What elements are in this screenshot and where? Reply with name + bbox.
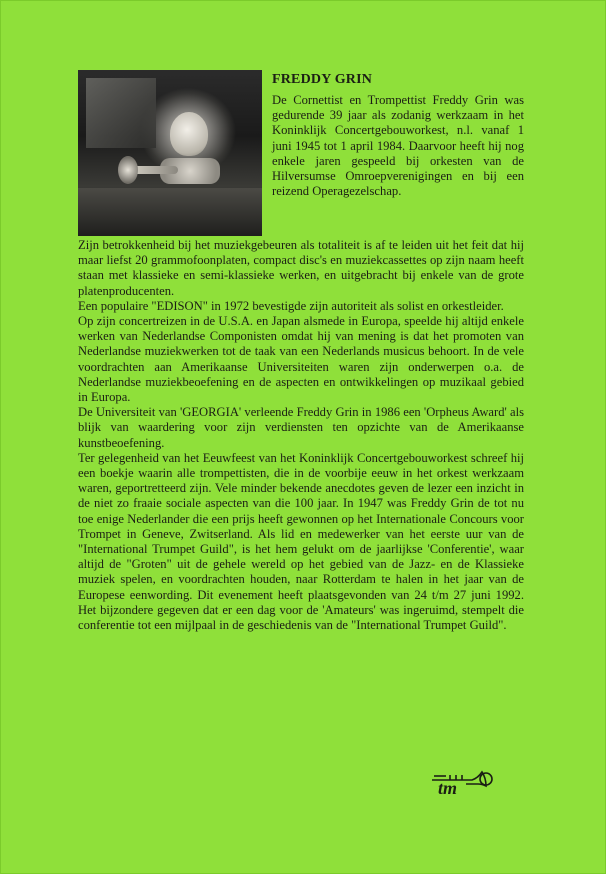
intro-paragraph: De Cornettist en Trompettist Freddy Grin was gedurende 39 jaar als zodanig werkzaam in het Koninklijk Concertgebouworkest, n.l. vanaf 1 juni 1945 tot 1 april 1984. Daarvoor heeft hij nog enkele jaren gespeeld bij orkesten van de Hilversumse Omroepverenigingen en bij een reizend Operagezelschap. (272, 93, 524, 199)
article-body (78, 238, 524, 633)
paragraph-concert-tours: Op zijn concertreizen in de U.S.A. en Japan alsmede in Europa, speelde hij altijd enkele werken van Nederlandse Componisten omdat hij van mening is dat het promoten van Nederlandse muziekwerken tot de taak van een Nederlands musicus behoort. In de vele voordrachten aan Amerikaanse Universiteiten waren zijn onderwerpen o.a. de Nederlandse muziekbeoefening en de aspecten en ontwikkelingen op muzikaal gebied in Europa. (78, 314, 524, 405)
paragraph-centenary: Ter gelegenheid van het Eeuwfeest van het Koninklijk Concertgebouworkest schreef hij een boekje waarin alle trompettisten, die in de voorbije eeuw in het orkest werkzaam waren, geportretteerd zijn. Vele minder bekende anecdotes geven de lezer een inzicht in de niet zo fraaie sociale aspecten van die 100 jaar. In 1947 was Freddy Grin de tot nu toe enige Nederlander die een prijs heeft gewonnen op het Internationale Concours voor Trompet in Geneve, Zwitserland. Als lid en medewerker van het eerste uur van de "International Trumpet Guild", is het hem gelukt om de jaarlijkse 'Conferentie', waar altijd de "Groten" uit de gehele wereld op het gebied van de Jazz- en de Klassieke muziek spelen, en voordrachten houden, naar Rotterdam te halen in het jaar van de Europese eenwording. Dit evenement heeft plaatsgevonden van 24 t/m 27 juni 1992. Het bijzondere gegeven dat er een dag voor de 'Amateurs' was ingeruimd, stempelt die conferentie tot een mijlpaal in de geschiedenis van de "International Trumpet Guild". (78, 450, 524, 633)
photo-face (170, 112, 208, 156)
portrait-photo (78, 70, 262, 236)
article-title: FREDDY GRIN (272, 72, 373, 87)
paragraph-georgia-award: De Universiteit van 'GEORGIA' verleende Freddy Grin in 1986 een 'Orpheus Award' als blijk van waardering voor zijn verdiensten ten opzichte van de Amerikaanse kunstbeoefening. (78, 405, 524, 450)
tm-logo (426, 764, 498, 800)
logo-text: tm (438, 778, 458, 798)
photo-table (78, 188, 262, 236)
photo-horn-bell (118, 156, 138, 184)
paragraph-recordings: Zijn betrokkenheid bij het muziekgebeuren als totaliteit is af te leiden uit het feit dat hij maar liefst 20 grammofoonplaten, compact disc's en muziekcassettes op zijn naam heeft staan met klassieke en semi-klassieke werken, en uitgebracht bij enkele van de grote platenproducenten. (78, 238, 524, 298)
paragraph-edison: Een populaire "EDISON" in 1972 bevestigde zijn autoriteit als solist en orkestleider. (78, 298, 504, 313)
photo-window (86, 78, 156, 148)
